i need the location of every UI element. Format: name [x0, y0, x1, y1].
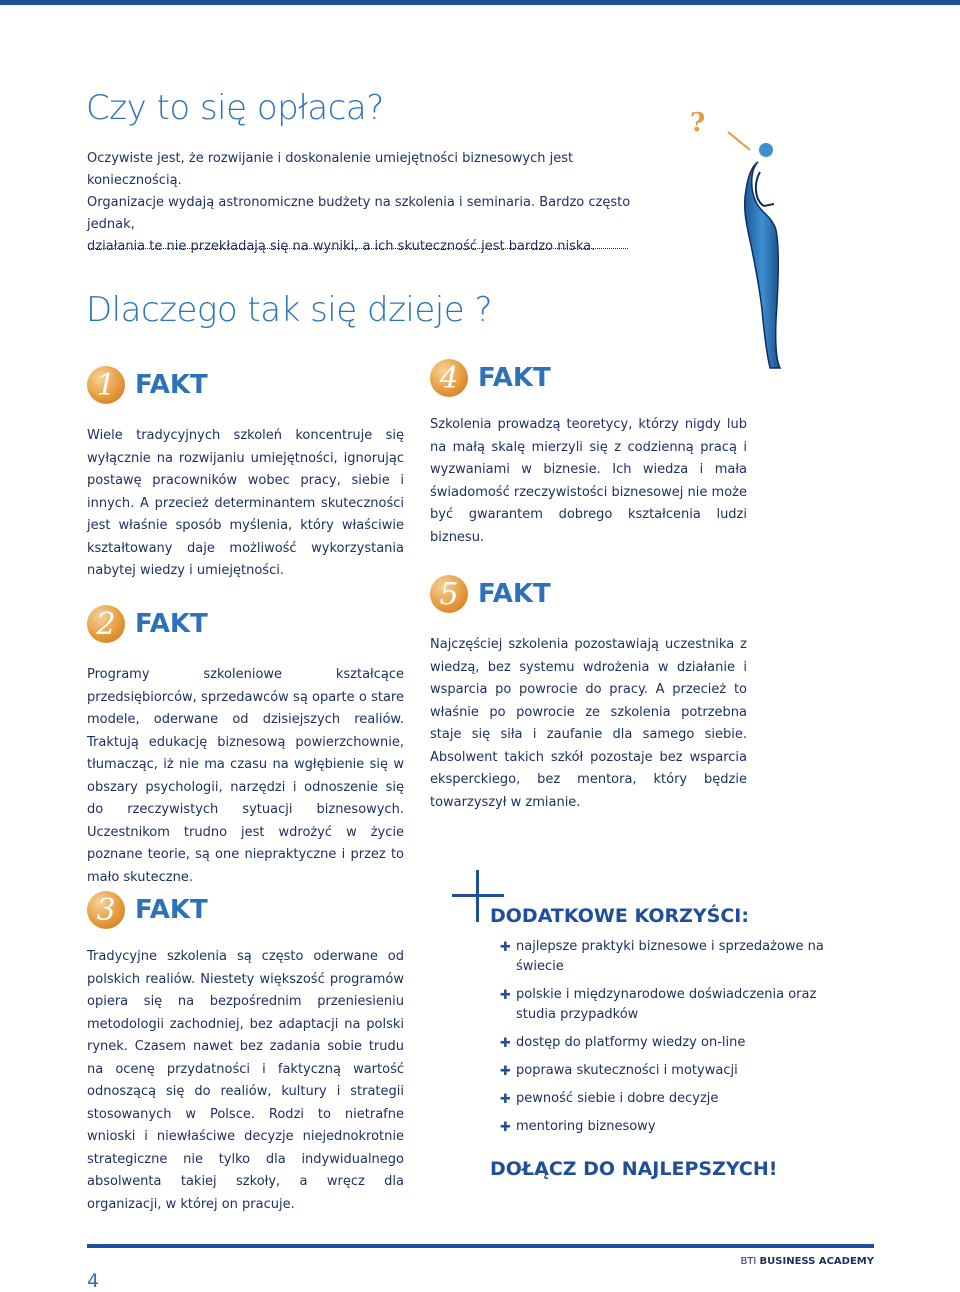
intro-line: Organizacje wydają astronomiczne budżety na szkolenia i seminaria. Bardzo często jednak,	[87, 195, 631, 232]
benefits-list	[500, 937, 840, 1145]
fact-text: Tradycyjne szkolenia są często oderwane od polskich realiów. Niestety większość programów opiera się na bezpośrednim przeniesieniu metodologii zachodniej, bez adaptacji na polski rynek. Czasem nawet bez zadania sobie trudu na ocenę przydatności i faktyczną wartość odnoszącą się do realiów, kultury i strategii stosowanych w Polsce. Rodzi to nietrafne wnioski i niewłaściwe decyzje niejednokrotnie strategiczne nie tylko dla indywidualnego absolwenta takiej szkoły, a wręcz dla organizacji, w której on pracuje.	[87, 949, 404, 1212]
benefits-title: DODATKOWE KORZYŚCI:	[490, 905, 749, 927]
intro-line: działania te nie przekładają się na wyniki, a ich skuteczność jest bardzo niska.	[87, 239, 596, 254]
brand-name: BUSINESS ACADEMY	[759, 1256, 874, 1267]
dotted-divider	[88, 248, 628, 249]
fact-title: FAKT	[135, 370, 208, 400]
fact-number-badge: 2	[87, 605, 125, 643]
fact-text: Wiele tradycyjnych szkoleń koncentruje się wyłącznie na rozwijaniu umiejętności, ignorując postawę pracowników wobec pracy, siebie i innych. A przecież determinantem skuteczności jest właśnie sposób myślenia, który właściwie kształtowany daje możliwość wykorzystania nabytej wiedzy i umiejętności.	[87, 428, 404, 578]
benefit-item: ✚ poprawa skuteczności i motywacji	[500, 1061, 840, 1081]
section-title: Dlaczego tak się dzieje ?	[86, 290, 492, 330]
fact-title: FAKT	[478, 363, 551, 393]
plus-icon: ✚	[500, 988, 511, 1003]
fact-number-badge: 3	[87, 891, 125, 929]
fact-text: Najczęściej szkolenia pozostawiają uczestnika z wiedzą, bez systemu wdrożenia w działanie i wsparcia po powrocie do pracy. A przecież to właśnie po powrocie ze szkolenia potrzebna staje się siła i zaufanie dla samego siebie. Absolwent takich szkół pozostaje bez wsparcia eksperckiego, bez mentora, który będzie towarzyszył w zmianie.	[430, 637, 747, 810]
fact-text: Programy szkoleniowe kształcące przedsiębiorców, sprzedawców są oparte o stare modele, oderwane od dzisiejszych realiów. Traktują edukację biznesową powierzchownie, tłumacząc, iż nie ma czasu na wgłębienie się w obszary psychologii, narzędzi i odnoszenie się do rzeczywistych sytuacji biznesowych. Uczestnikom trudno jest wdrożyć w życie poznane teorie, są one niepraktyczne i przez to mało skuteczne.	[87, 667, 404, 885]
fact-4	[430, 358, 747, 549]
fact-title: FAKT	[478, 579, 551, 609]
intro-paragraph	[87, 148, 647, 258]
top-bar	[0, 0, 960, 5]
thinking-figure-illustration	[680, 110, 790, 370]
intro-line: Oczywiste jest, że rozwijanie i doskonalenie umiejętności biznesowych jest koniecznością.	[87, 151, 574, 188]
benefit-item: ✚ dostęp do platformy wiedzy on-line	[500, 1033, 840, 1053]
fact-3	[87, 890, 404, 1216]
benefit-item: ✚ najlepsze praktyki biznesowe i sprzedażowe na świecie	[500, 939, 824, 974]
fact-number-badge: 4	[430, 359, 468, 397]
footer-line	[87, 1244, 874, 1248]
plus-icon: ✚	[500, 1120, 511, 1135]
plus-icon: ✚	[500, 1064, 511, 1079]
fact-title: FAKT	[135, 895, 208, 925]
fact-title: FAKT	[135, 609, 208, 639]
fact-number-badge: 1	[87, 366, 125, 404]
brand-logo-text	[740, 1256, 874, 1267]
fact-5	[430, 574, 747, 814]
fact-text: Szkolenia prowadzą teoretycy, którzy nigdy lub na małą skalę mierzyli się z codzienną pracą i wyzwaniami w biznesie. Ich wiedza i mała świadomość rzeczywistości biznesowej nie może być gwarantem dobrego kształcenia ludzi biznesu.	[430, 417, 747, 545]
brand-prefix: BTI	[740, 1256, 757, 1267]
fact-1	[87, 365, 404, 583]
fact-2	[87, 604, 404, 889]
page-title: Czy to się opłaca?	[86, 88, 384, 128]
plus-icon: ✚	[500, 1036, 511, 1051]
benefit-item: ✚ polskie i międzynarodowe doświadczenia oraz studia przypadków	[500, 987, 817, 1022]
call-to-action: DOŁĄCZ DO NAJLEPSZYCH!	[490, 1158, 778, 1180]
benefit-item: ✚ pewność siebie i dobre decyzje	[500, 1089, 840, 1109]
page-number: 4	[87, 1270, 100, 1292]
fact-number-badge: 5	[430, 575, 468, 613]
plus-icon: ✚	[500, 1092, 511, 1107]
benefit-item: ✚ mentoring biznesowy	[500, 1117, 840, 1137]
question-mark: ?	[690, 108, 706, 138]
plus-icon: ✚	[500, 940, 511, 955]
